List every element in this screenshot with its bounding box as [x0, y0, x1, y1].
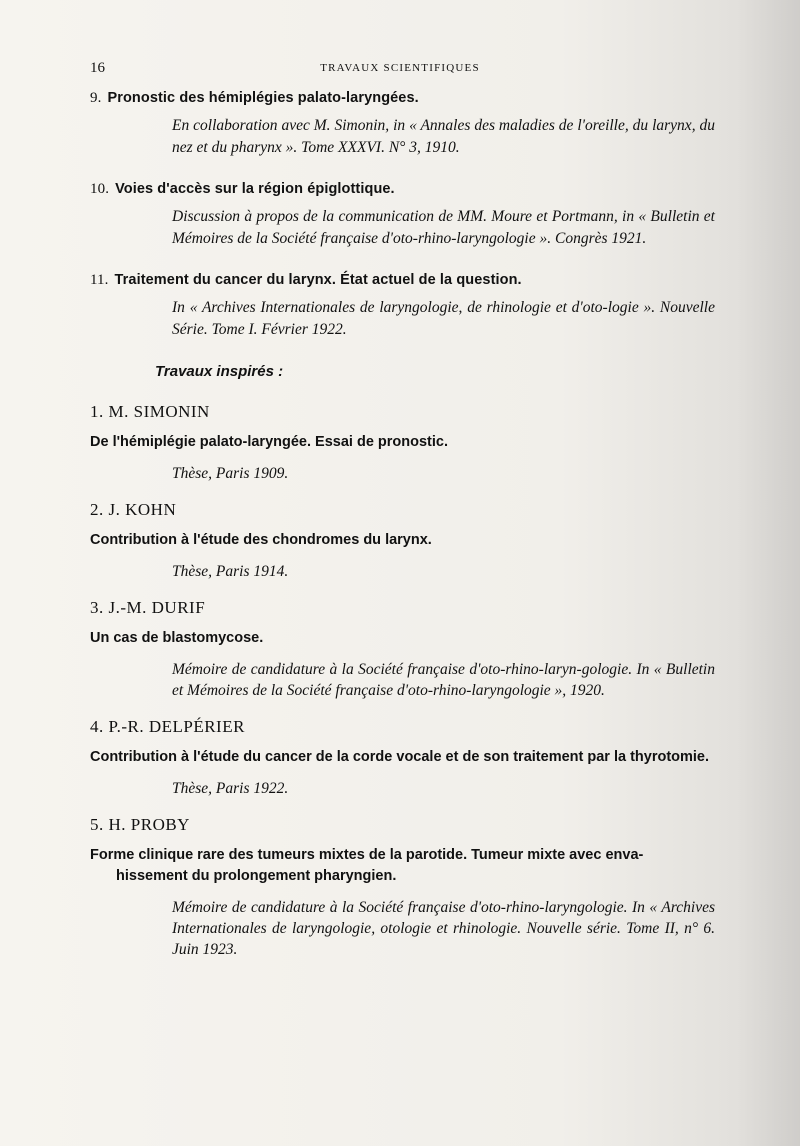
work-title-text: Voies d'accès sur la région épiglottique. [115, 181, 395, 197]
work-title [90, 272, 715, 289]
inspired-title: Contribution à l'étude du cancer de la corde vocale et de son traitement par la thyrotomie. [90, 749, 710, 765]
inspired-entry-2 [90, 500, 715, 582]
work-reference: In « Archives Internationales de laryngologie, de rhinologie et d'oto-logie ». Nouvelle Série. Tome I. Février 1922. [172, 299, 715, 338]
running-title: TRAVAUX SCIENTIFIQUES [320, 62, 480, 74]
work-number: 9. [90, 90, 102, 106]
inspired-author: 5. H. PROBY [90, 815, 190, 834]
work-reference: Discussion à propos de la communication de MM. Moure et Portmann, in « Bulletin et Mémoires de la Société française d'oto-rhino-laryngologie ». Congrès 1921. [172, 208, 715, 247]
work-entry-11 [90, 272, 715, 341]
inspired-reference: Thèse, Paris 1922. [172, 780, 289, 797]
inspired-entry-4 [90, 717, 715, 799]
work-number: 10. [90, 181, 110, 197]
work-title [90, 90, 715, 107]
work-reference: En collaboration avec M. Simonin, in « Annales des maladies de l'oreille, du larynx, du nez et du pharynx ». Tome XXXVI. N° 3, 1910. [172, 117, 715, 156]
work-title [90, 181, 715, 198]
inspired-works-heading: Travaux inspirés : [155, 363, 284, 380]
inspired-title: Forme clinique rare des tumeurs mixtes de la parotide. Tumeur mixte avec enva-hissement du prolongement pharyngien. [90, 847, 644, 884]
work-number: 11. [90, 272, 109, 288]
inspired-entry-1 [90, 402, 715, 484]
inspired-author: 1. M. SIMONIN [90, 402, 210, 421]
inspired-reference: Thèse, Paris 1909. [172, 465, 289, 482]
inspired-entry-5 [90, 815, 715, 960]
work-title-text: Traitement du cancer du larynx. État actuel de la question. [114, 272, 522, 288]
inspired-title: Contribution à l'étude des chondromes du larynx. [90, 532, 432, 548]
work-entry-10 [90, 181, 715, 250]
work-title-text: Pronostic des hémiplégies palato-laryngées. [107, 90, 419, 106]
inspired-reference: Thèse, Paris 1914. [172, 563, 289, 580]
page-content [90, 90, 715, 976]
inspired-title: Un cas de blastomycose. [90, 630, 264, 646]
inspired-author: 3. J.-M. DURIF [90, 598, 206, 617]
inspired-entry-3 [90, 598, 715, 701]
page-header [90, 60, 710, 80]
inspired-reference: Mémoire de candidature à la Société française d'oto-rhino-laryn-gologie. In « Bulletin et Mémoires de la Société française d'oto-rhino-laryngologie », 1920. [172, 661, 715, 699]
page-number: 16 [90, 60, 105, 76]
work-entry-9 [90, 90, 715, 159]
inspired-title: De l'hémiplégie palato-laryngée. Essai de pronostic. [90, 434, 448, 450]
inspired-author: 2. J. KOHN [90, 500, 177, 519]
inspired-reference: Mémoire de candidature à la Société française d'oto-rhino-laryngologie. In « Archives Internationales de laryngologie, otologie et rhinologie. Nouvelle série. Tome II, n° 6. Juin 1923. [172, 899, 715, 958]
inspired-author: 4. P.-R. DELPÉRIER [90, 717, 245, 736]
